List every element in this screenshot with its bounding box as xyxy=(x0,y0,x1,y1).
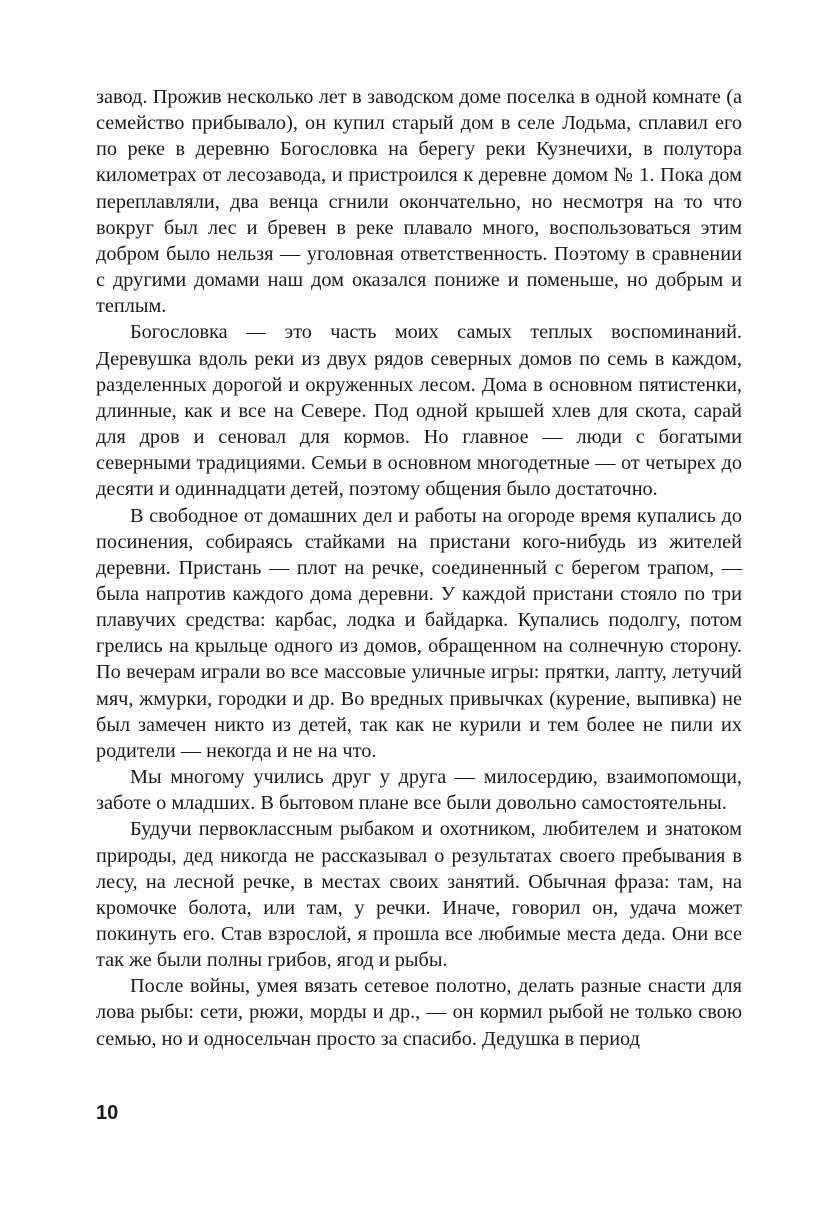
paragraph-5: Будучи первоклассным рыбаком и охотником, любителем и знатоком природы, дед никогда не рассказывал о результатах своего пребывания в лесу, на лесной речке, в местах своих занятий. Обычная фраза: там, на кромочке болота, или там, у речки. Иначе, говорил он, удача может покинуть его. Став взрослой, я прошла все любимые места деда. Они все так же были полны грибов, ягод и рыбы. xyxy=(96,818,742,972)
paragraph-6: После войны, умея вязать сетевое полотно, делать разные снасти для лова рыбы: сети, рюжи, морды и др., — он кормил рыбой не только свою семью, но и односельчан просто за спасибо. Дедушка в период xyxy=(96,975,742,1050)
paragraph-2: Богословка — это часть моих самых теплых воспоминаний. Деревушка вдоль реки из двух рядов северных домов по семь в каждом, разделенных дорогой и окруженных лесом. Дома в основном пятистенки, длинные, как и все на Севере. Под одной крышей хлев для скота, сарай для дров и сеновал для кормов. Но главное — люди с богатыми северными традициями. Семьи в основном многодетные — от четырех до десяти и одиннадцати детей, поэтому общения было достаточно. xyxy=(96,321,742,501)
paragraph-3: В свободное от домашних дел и работы на огороде время купались до посинения, собираясь стайками на пристани кого-нибудь из жителей деревни. Пристань — плот на речке, соединенный с берегом трапом, — была напротив каждого дома деревни. У каждой пристани стояло по три плавучих средства: карбас, лодка и байдарка. Купались подолгу, потом грелись на крыльце одного из домов, обращенном на солнечную сторону. По вечерам играли во все массовые уличные игры: прятки, лапту, летучий мяч, жмурки, городки и др. Во вредных привычках (курение, выпивка) не был замечен никто из детей, так как не курили и тем более не пили их родители — некогда и не на что. xyxy=(96,504,742,762)
paragraph-4: Мы многому учились друг у друга — милосердию, взаимопомощи, заботе о младших. В бытовом плане все были довольно самостоятельны. xyxy=(96,766,742,815)
page-body xyxy=(96,84,742,1052)
paragraph-1: завод. Прожив несколько лет в заводском доме поселка в одной комнате (а семейство прибывало), он купил старый дом в селе Лодьма, сплавил его по реке в деревню Богословка на берегу реки Кузнечихи, в полутора километрах от лесозавода, и пристроился к деревне домом № 1. Пока дом переплавляли, два венца сгнили окончательно, но несмотря на то что вокруг был лес и бревен в реке плавало много, воспользоваться этим добром было нельзя — уголовная ответственность. Поэтому в сравнении с другими домами наш дом оказался пониже и поменьше, но добрым и теплым. xyxy=(96,86,742,318)
page-number: 10 xyxy=(96,1102,119,1124)
